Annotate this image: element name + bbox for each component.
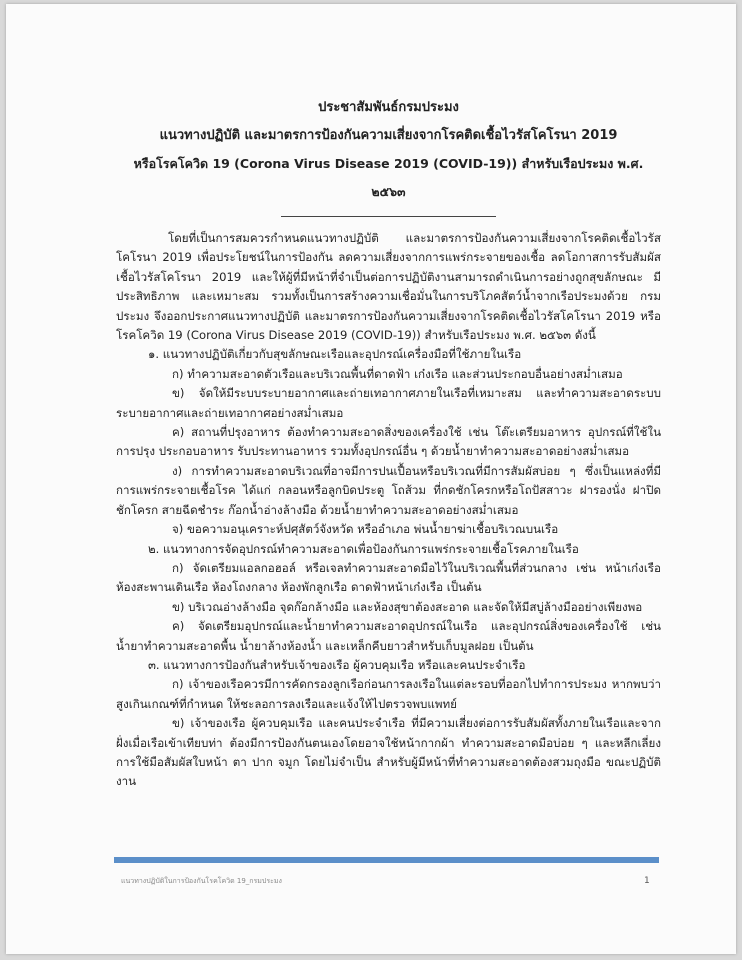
section-1-item-d: ง) การทำความสะอาดบริเวณที่อาจมีการปนเปื้อนหรือบริเวณที่มีการสัมผัสบ่อย ๆ ซึ่งเป็นแหล่งที่มีการแพร่กระจายเชื้อโรค ได้แก่ กลอนหรือลูกบิดประตู โถส้วม ที่กดชักโครกหรือโถปัสสาวะ ฝารองนั่ง ฝาปิดชักโครก สายฉีดชำระ ก๊อกน้ำอ่างล้างมือ ด้วยน้ำยาทำความสะอาดอย่างสม่ำเสมอ [116, 463, 661, 517]
section-1-item-c: ค) สถานที่ปรุงอาหาร ต้องทำความสะอาดสิ่งของเครื่องใช้ เช่น โต๊ะเตรียมอาหาร อุปกรณ์ที่ใช้ในการปรุง ประกอบอาหาร รับประทานอาหาร รวมทั้งอุปกรณ์อื่น ๆ ด้วยน้ำยาทำความสะอาดอย่างสม่ำเสมอ [116, 425, 661, 459]
page-number: 1 [644, 876, 650, 886]
section-2-heading: ๒. แนวทางการจัดอุปกรณ์ทำความสะอาดเพื่อป้องกันการแพร่กระจายเชื้อโรคภายในเรือ [148, 541, 579, 556]
section-2-item-c: ค) จัดเตรียมอุปกรณ์และน้ำยาทำความสะอาดอุปกรณ์ในเรือ และอุปกรณ์สิ่งของเครื่องใช้ เช่น น้ำยาทำความสะอาดพื้น น้ำยาล้างห้องน้ำ และเหล็กคีบยาวสำหรับเก็บมูลฝอย เป็นต้น [116, 619, 661, 653]
section-3-item-a: ก) เจ้าของเรือควรมีการคัดกรองลูกเรือก่อนการลงเรือในแต่ละรอบที่ออกไปทำการประมง หากพบว่าสูงเกินเกณฑ์ที่กำหนด ให้ชะลอการลงเรือและแจ้งให้ไปตรวจพบแพทย์ [116, 677, 661, 711]
section-2-item-b: ข) บริเวณอ่างล้างมือ จุดก๊อกล้างมือ และห้องสุขาต้องสะอาด และจัดให้มีสบู่ล้างมืออย่างเพียงพอ [172, 599, 643, 614]
title-divider [281, 216, 496, 217]
section-1-heading: ๑. แนวทางปฏิบัติเกี่ยวกับสุขลักษณะเรือและอุปกรณ์เครื่องมือที่ใช้ภายในเรือ [148, 347, 522, 362]
document-page [6, 4, 736, 954]
footer-divider-bar [114, 857, 659, 863]
section-1-item-a: ก) ทำความสะอาดตัวเรือและบริเวณพื้นที่ดาดฟ้า เก๋งเรือ และส่วนประกอบอื่นอย่างสม่ำเสมอ [172, 366, 623, 381]
section-2-item-a: ก) จัดเตรียมแอลกอฮอล์ หรือเจลทำความสะอาดมือไว้ในบริเวณพื้นที่ส่วนกลาง เช่น หน้าเก๋งเรือ ห้องสะพานเดินเรือ ห้องโถงกลาง ห้องพักลูกเรือ ดาดฟ้าหน้าเก๋งเรือ เป็นต้น [116, 560, 661, 595]
section-3-heading: ๓. แนวทางการป้องกันสำหรับเจ้าของเรือ ผู้ควบคุมเรือ หรือและคนประจำเรือ [148, 657, 526, 672]
org-title: ประชาสัมพันธ์กรมประมง [318, 100, 459, 115]
doc-title-line2: หรือโรคโควิด 19 (Corona Virus Disease 2019 (COVID-19)) สำหรับเรือประมง พ.ศ. ๒๕๖๓ [133, 156, 644, 199]
section-1-item-e: จ) ขอความอนุเคราะห์ปศุสัตว์จังหวัด หรืออำเภอ พ่นน้ำยาฆ่าเชื้อบริเวณบนเรือ [172, 522, 559, 537]
intro-paragraph: โดยที่เป็นการสมควรกำหนดแนวทางปฏิบัติ และมาตรการป้องกันความเสี่ยงจากโรคติดเชื้อไวรัสโคโรนา 2019 เพื่อประโยชน์ในการป้องกัน ลดความเสี่ยงจากการแพร่กระจายของเชื้อ ลดโอกาสการรับสัมผัสเชื้อไวรัสโคโรนา 2019 และให้ผู้ที่มีหน้าที่จำเป็นต่อการปฏิบัติงานสามารถดำเนินการอย่างถูกสุขลักษณะ มีประสิทธิภาพ และเหมาะสม รวมทั้งเป็นการสร้างความเชื่อมั่นในการบริโภคสัตว์น้ำจากเรือประมงด้วย กรมประมง จึงออกประกาศแนวทางปฏิบัติ และมาตรการป้องกันความเสี่ยงจากโรคติดเชื้อไวรัสโคโรนา 2019 หรือโรคโควิด 19 (Corona Virus Disease 2019 (COVID-19)) สำหรับเรือประมง พ.ศ. ๒๕๖๓ ดังนี้ [116, 231, 661, 343]
section-3-item-b: ข) เจ้าของเรือ ผู้ควบคุมเรือ และคนประจำเรือ ที่มีความเสี่ยงต่อการรับสัมผัสทั้งภายในเรือและจากฝั่งเมื่อเรือเข้าเทียบท่า ต้องมีการป้องกันตนเองโดยอาจใช้หน้ากากผ้า ทำความสะอาดมือบ่อย ๆ และหลีกเลี่ยงการใช้มือสัมผัสใบหน้า ตา ปาก จมูก โดยไม่จำเป็น สำหรับผู้มีหน้าที่ทำความสะอาดต้องสวมถุงมือ ขณะปฏิบัติงาน [116, 716, 661, 789]
doc-title-line1: แนวทางปฏิบัติ และมาตรการป้องกันความเสี่ยงจากโรคติดเชื้อไวรัสโคโรนา 2019 [159, 128, 618, 143]
document-body [116, 229, 661, 792]
footer-text: แนวทางปฏิบัติในการป้องกันโรคโควิด 19_กรมประมง [121, 877, 282, 885]
header [116, 94, 661, 206]
page-content [116, 94, 661, 792]
section-1-item-b: ข) จัดให้มีระบบระบายอากาศและถ่ายเทอากาศภายในเรือที่เหมาะสม และทำความสะอาดระบบระบายอากาศและถ่ายเทอากาศอย่างสม่ำเสมอ [116, 386, 661, 420]
